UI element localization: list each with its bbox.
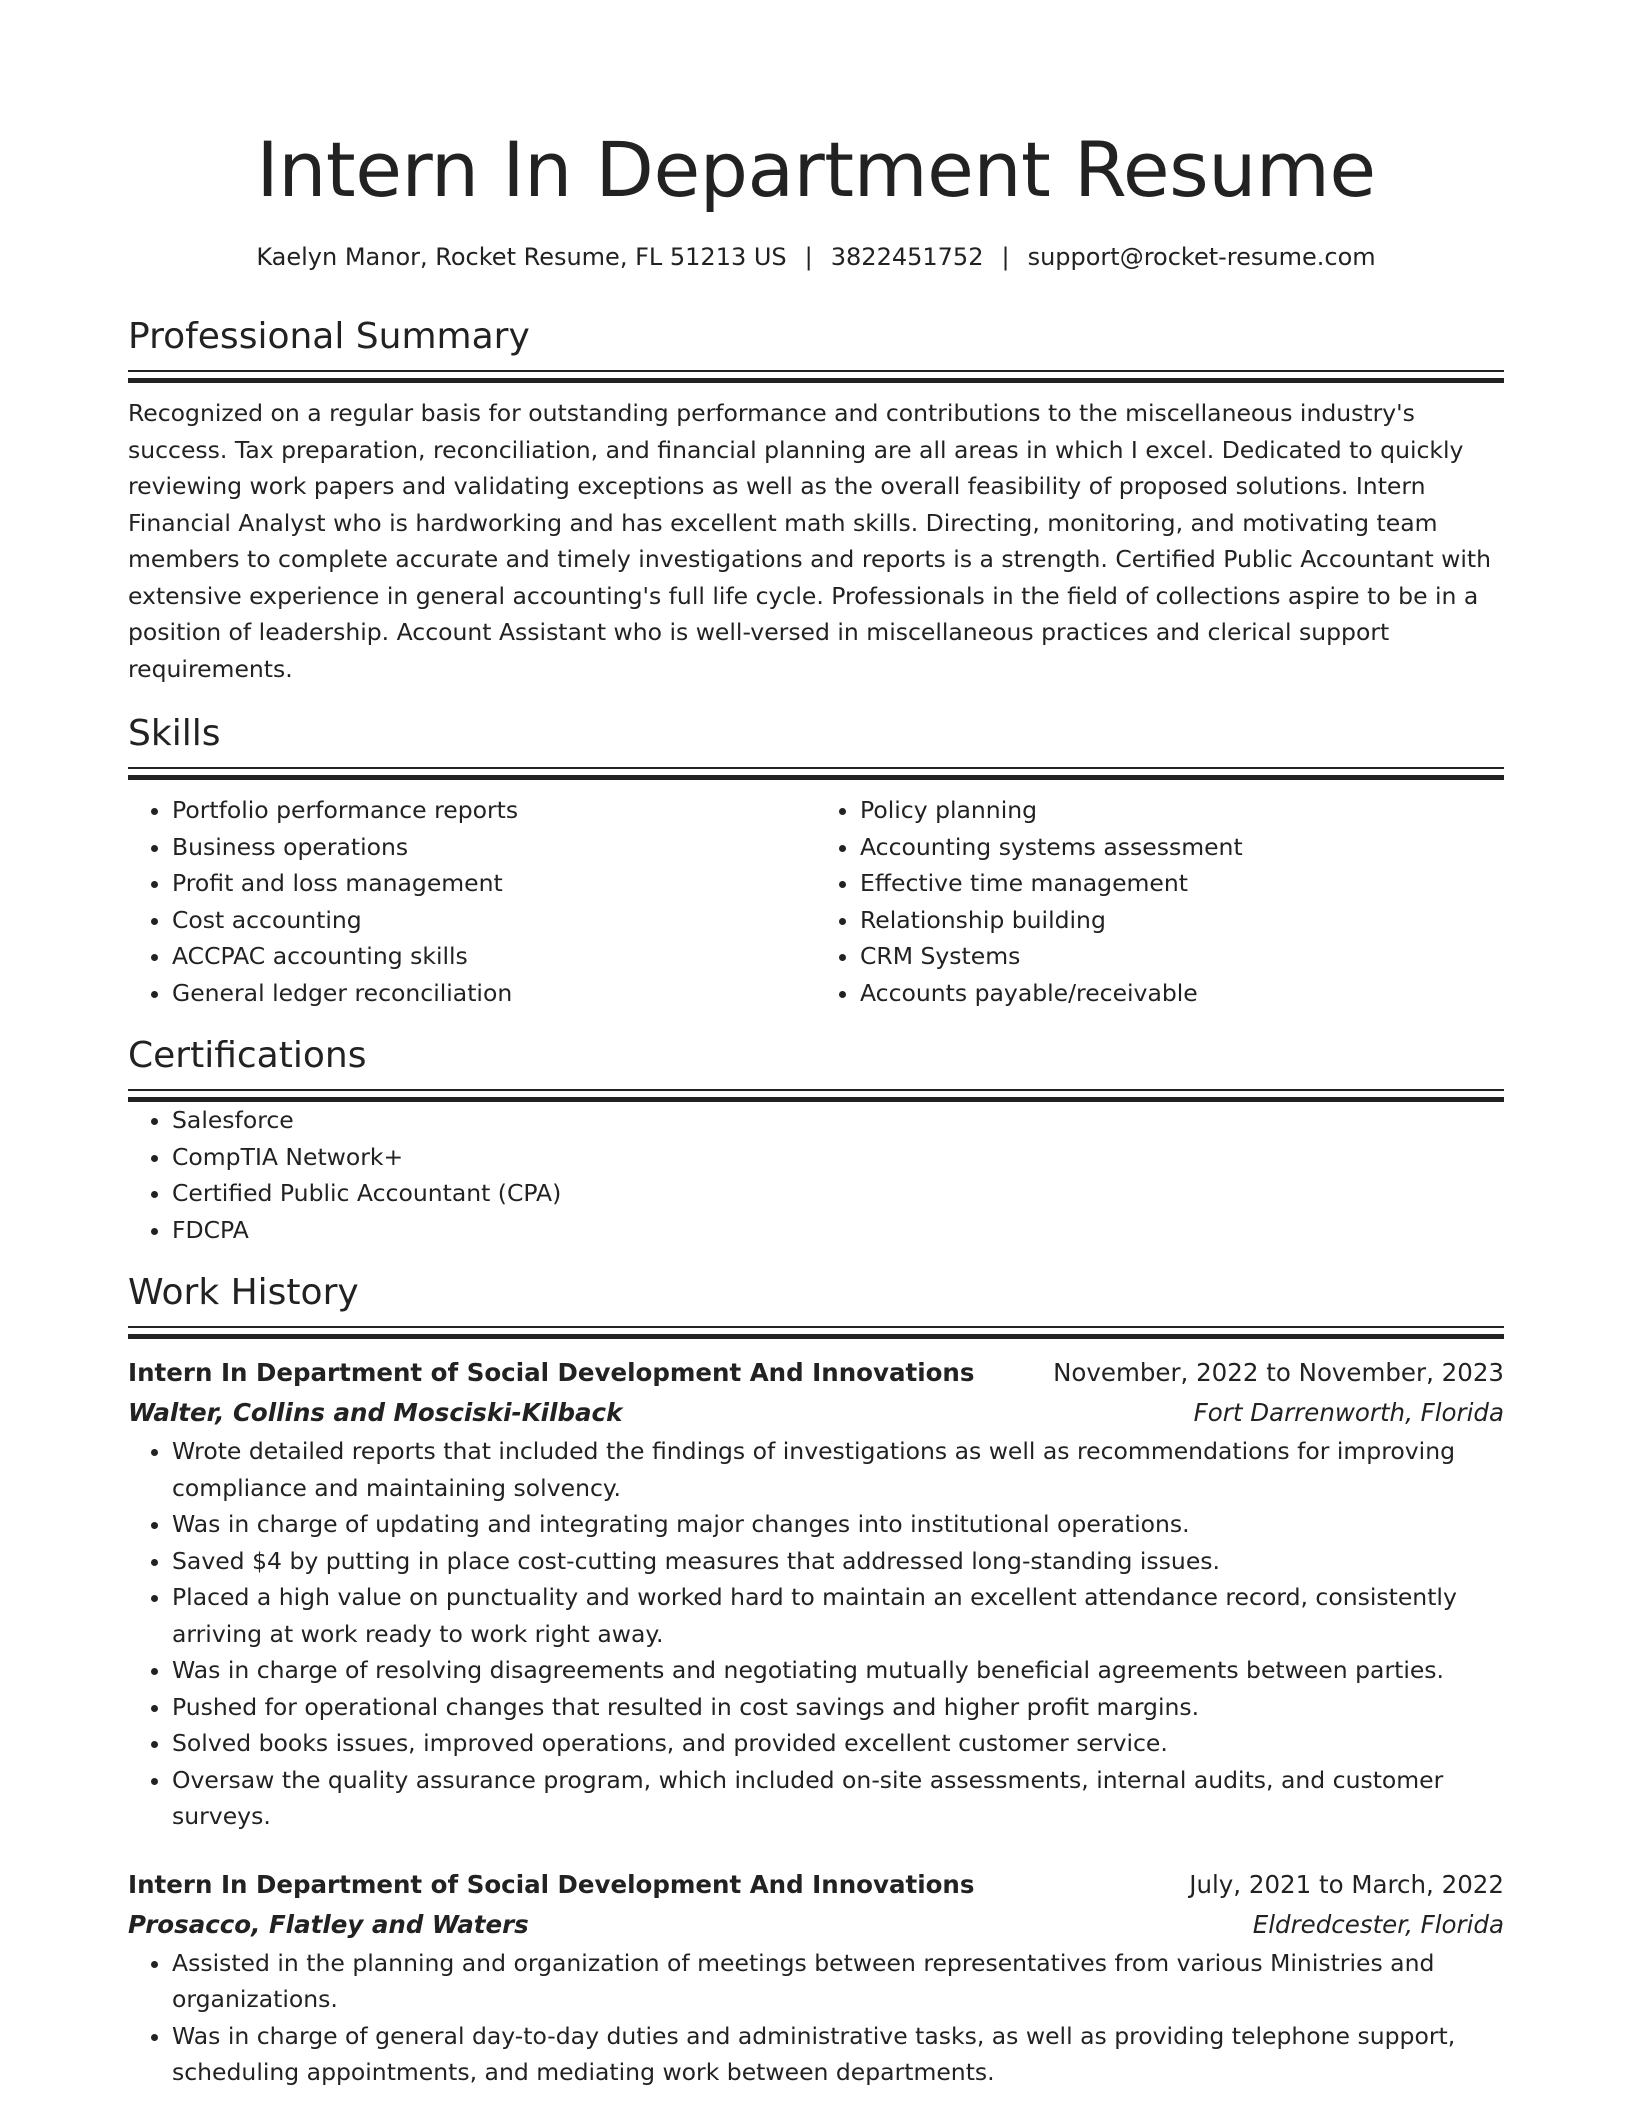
job-subheader [128,1905,1504,1945]
list-item: • ACCPAC accounting skills [172,938,816,975]
list-item: • Was in charge of resolving disagreements and negotiating mutually beneficial agreements between parties. [172,1652,1504,1689]
skills-list-right [816,792,1504,1011]
job-title: Intern In Department of Social Development And Innovations [128,1358,975,1387]
list-item: • Effective time management [860,865,1504,902]
job-duties-list [128,1945,1504,2091]
list-item: • Cost accounting [172,902,816,939]
list-item: • Assisted in the planning and organization of meetings between representatives from various Ministries and organizations. [172,1945,1504,2018]
skills-grid [128,792,1504,1011]
section-divider [128,767,1504,780]
job-entry [128,1865,1504,2091]
list-item: • Wrote detailed reports that included the findings of investigations as well as recommendations for improving compliance and maintaining solvency. [172,1433,1504,1506]
contact-phone: 3822451752 [830,243,984,271]
skills-list-left [128,792,816,1011]
contact-separator: | [804,243,813,271]
certifications-section [128,1033,1504,1248]
section-divider [128,1089,1504,1102]
job-subheader [128,1393,1504,1433]
list-item: • Placed a high value on punctuality and worked hard to maintain an excellent attendance record, consistently arriving at work ready to work right away. [172,1579,1504,1652]
section-divider [128,370,1504,383]
list-item: • CRM Systems [860,938,1504,975]
job-title: Intern In Department of Social Development And Innovations [128,1869,975,1899]
certifications-list [128,1102,1504,1248]
job-location: Fort Darrenworth, Florida [1193,1398,1504,1427]
list-item: • Pushed for operational changes that resulted in cost savings and higher profit margins. [172,1689,1504,1726]
list-item: • CompTIA Network+ [172,1139,1504,1176]
work-history-section [128,1270,1504,2091]
skills-column-right [816,792,1504,1011]
section-heading-certifications: Certifications [128,1035,367,1076]
list-item: • General ledger reconciliation [172,975,816,1012]
contact-separator: | [1001,243,1010,271]
resume-title: Intern In Department Resume [256,125,1376,214]
list-item: • Policy planning [860,792,1504,829]
list-item: • Salesforce [172,1102,1504,1139]
section-heading-work-history: Work History [128,1272,359,1313]
section-heading-skills: Skills [128,713,221,754]
skills-column-left [128,792,816,1011]
job-dates: November, 2022 to November, 2023 [1053,1358,1504,1387]
job-duties-list [128,1433,1504,1835]
job-company: Prosacco, Flatley and Waters [128,1909,529,1939]
list-item: • Was in charge of updating and integrating major changes into institutional operations. [172,1506,1504,1543]
section-heading-summary: Professional Summary [128,316,530,357]
job-company: Walter, Collins and Mosciski-Kilback [128,1398,623,1427]
list-item: • Business operations [172,829,816,866]
contact-line [128,240,1504,274]
list-item: • FDCPA [172,1212,1504,1249]
contact-email: support@rocket-resume.com [1027,243,1376,271]
list-item: • Oversaw the quality assurance program, which included on-site assessments, internal audits, and customer surveys. [172,1762,1504,1835]
list-item: • Solved books issues, improved operations, and provided excellent customer service. [172,1725,1504,1762]
list-item: • Profit and loss management [172,865,816,902]
professional-summary-section [128,314,1504,687]
list-item: • Saved $4 by putting in place cost-cutting measures that addressed long-standing issues. [172,1543,1504,1580]
list-item: • Certified Public Accountant (CPA) [172,1175,1504,1212]
job-location: Eldredcester, Florida [1252,1909,1504,1939]
skills-section [128,711,1504,1011]
list-item: • Accounting systems assessment [860,829,1504,866]
job-header [128,1865,1504,1905]
list-item: • Was in charge of general day-to-day duties and administrative tasks, as well as providing telephone support, scheduling appointments, and mediating work between departments. [172,2018,1504,2091]
summary-paragraph: Recognized on a regular basis for outstanding performance and contributions to the miscellaneous industry's success. Tax preparation, reconciliation, and financial planning are all areas in which I excel. Dedicated to quickly reviewing work papers and validating exceptions as well as the overall feasibility of proposed solutions. Intern Financial Analyst who is hardworking and has excellent math skills. Directing, monitoring, and motivating team members to complete accurate and timely investigations and reports is a strength. Certified Public Accountant with extensive experience in general accounting's full life cycle. Professionals in the field of collections aspire to be in a position of leadership. Account Assistant who is well-versed in miscellaneous practices and clerical support requirements. [128,399,1491,683]
list-item: • Accounts payable/receivable [860,975,1504,1012]
job-entry [128,1353,1504,1835]
list-item: • Portfolio performance reports [172,792,816,829]
job-dates: July, 2021 to March, 2022 [1189,1869,1504,1899]
contact-address: Kaelyn Manor, Rocket Resume, FL 51213 US [256,243,787,271]
section-divider [128,1326,1504,1339]
job-header [128,1353,1504,1393]
list-item: • Relationship building [860,902,1504,939]
